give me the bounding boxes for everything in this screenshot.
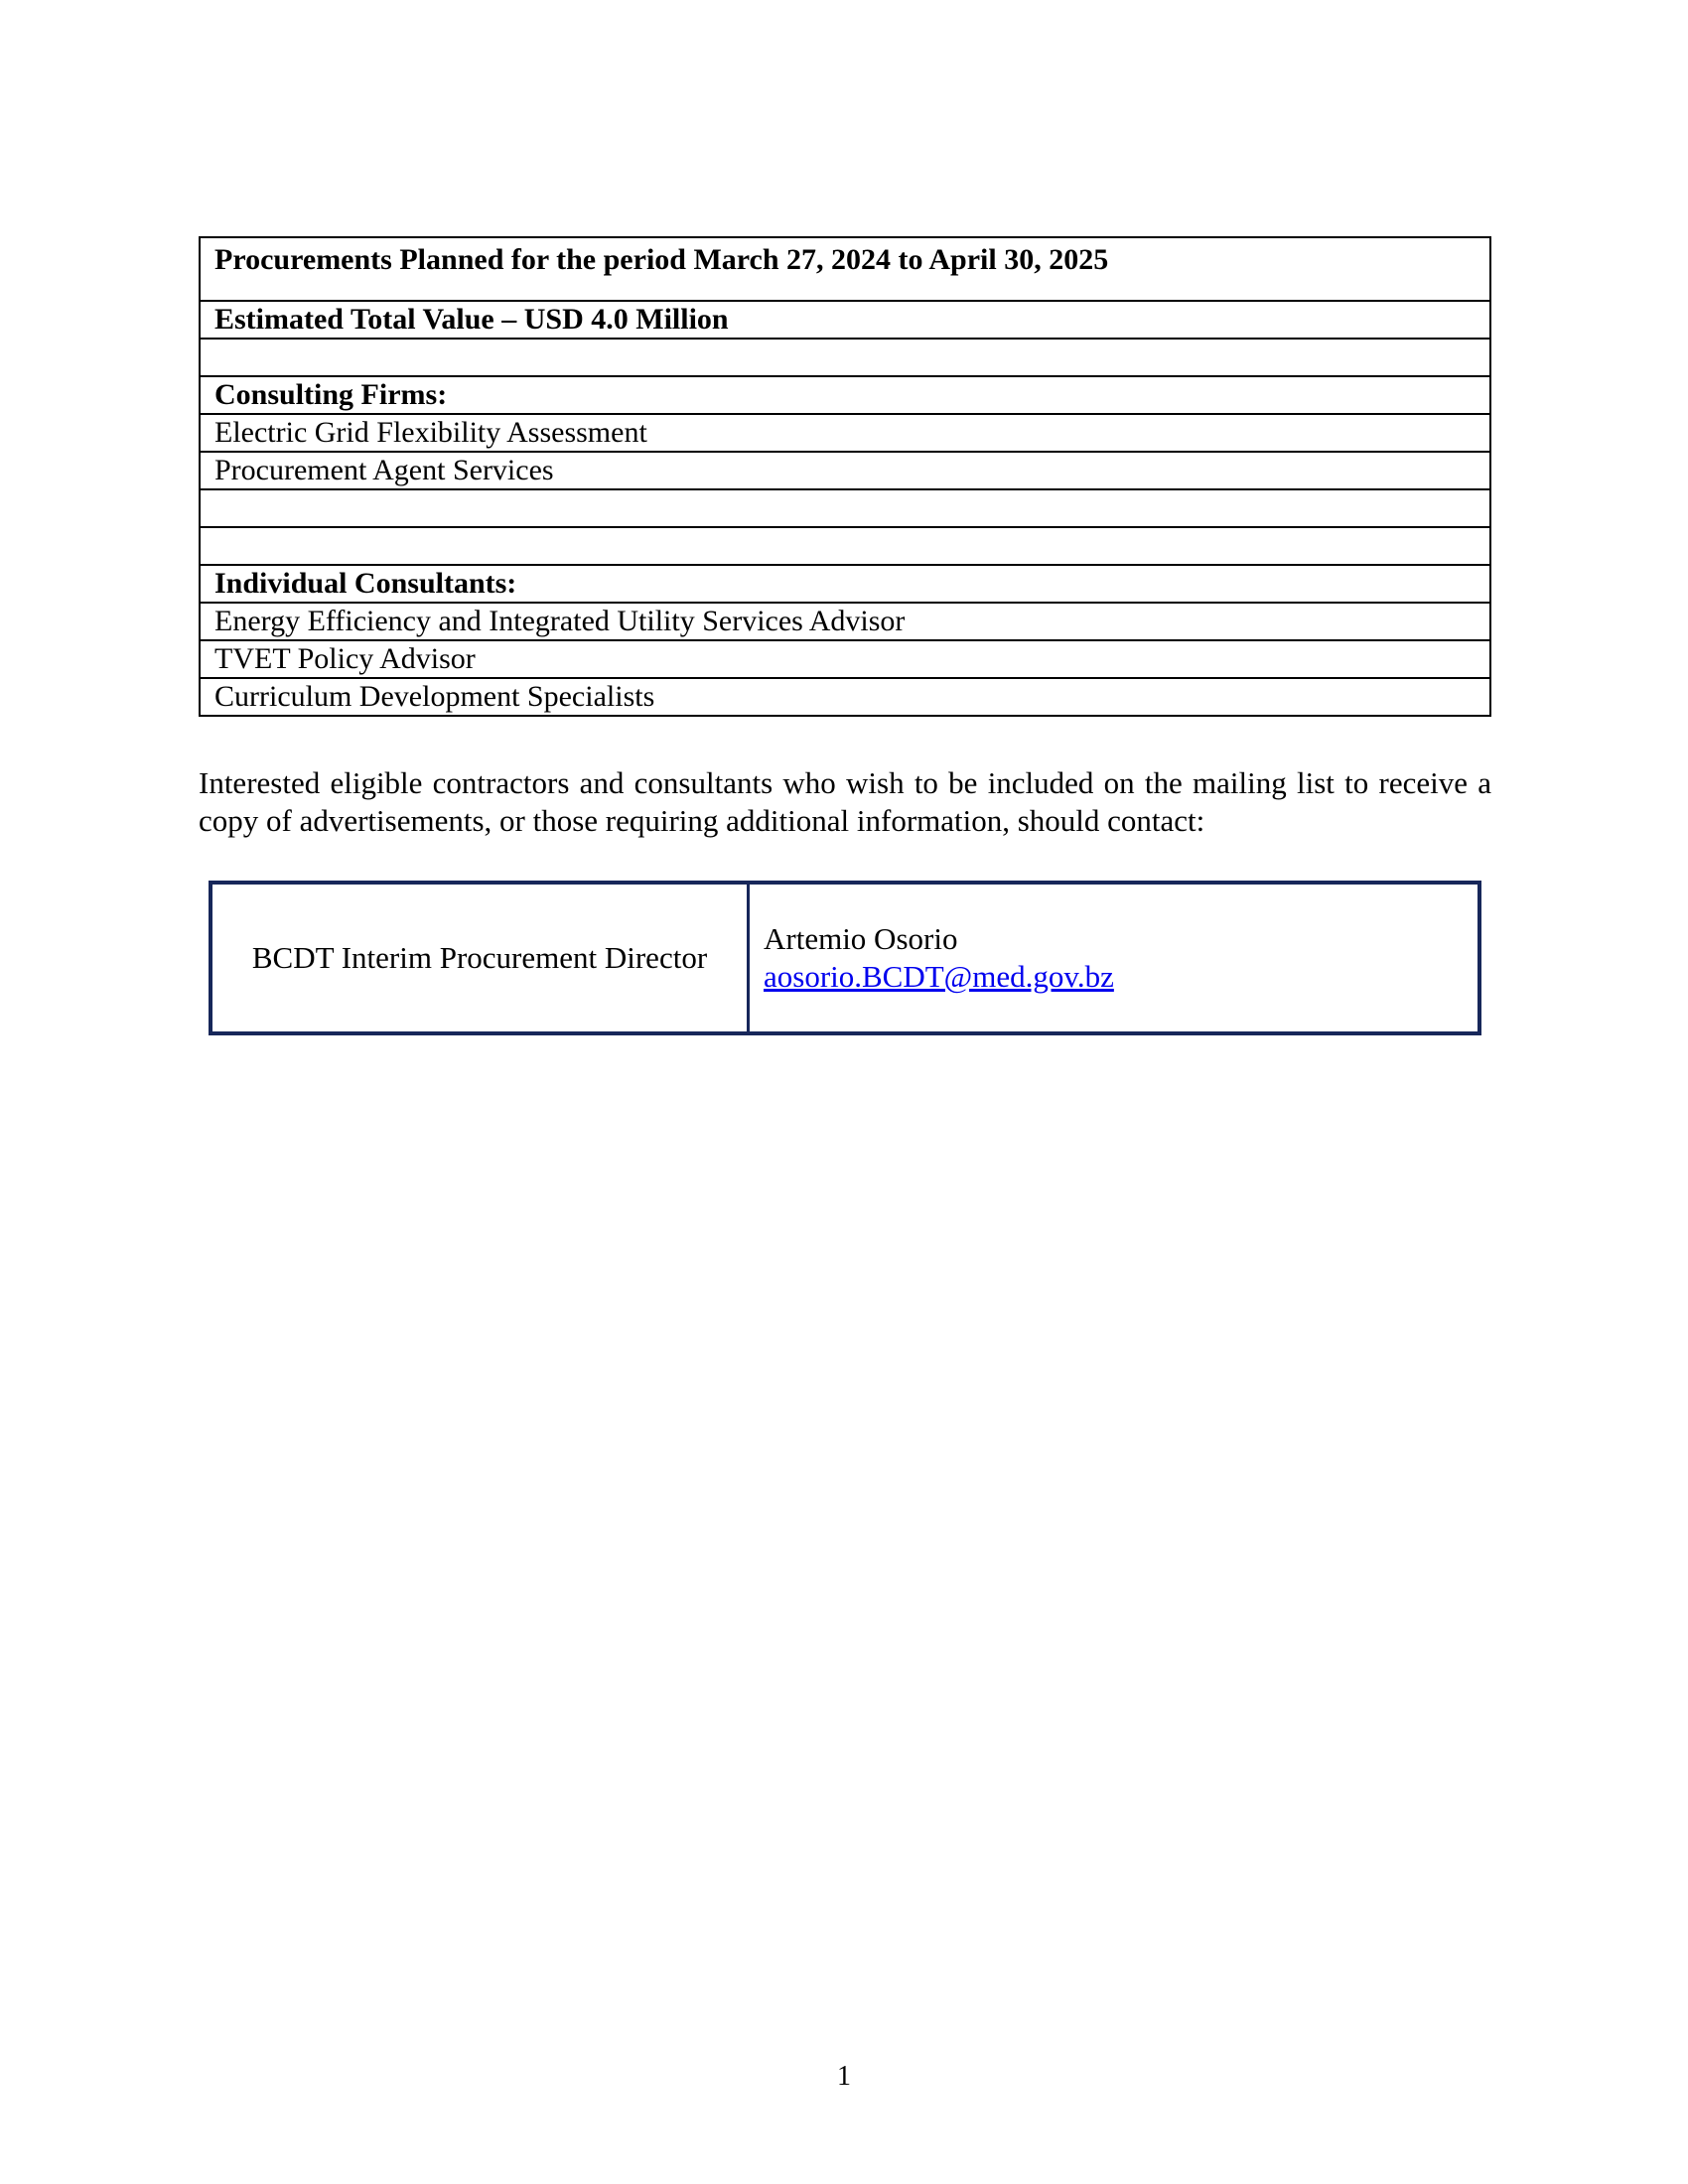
table-row <box>200 678 1490 716</box>
table-row <box>200 376 1490 414</box>
table-row <box>200 237 1490 301</box>
empty-cell <box>200 527 1490 565</box>
table-row <box>211 883 1479 1033</box>
contact-person-cell <box>749 883 1480 1033</box>
contact-table <box>209 881 1481 1035</box>
contact-role: BCDT Interim Procurement Director <box>211 883 749 1033</box>
procurement-plan-table <box>199 236 1491 717</box>
table-row-empty <box>200 527 1490 565</box>
table-row <box>200 452 1490 489</box>
consulting-firm-item: Procurement Agent Services <box>200 452 1490 489</box>
empty-cell <box>200 489 1490 527</box>
procurement-period-title: Procurements Planned for the period March 27, 2024 to April 30, 2025 <box>200 237 1490 301</box>
table-row <box>200 301 1490 339</box>
contact-intro-paragraph: Interested eligible contractors and consultants who wish to be included on the mailing list to receive a copy of advertisements, or those requiring additional information, should contact: <box>199 765 1491 838</box>
table-row-empty <box>200 489 1490 527</box>
empty-cell <box>200 339 1490 376</box>
page-number: 1 <box>837 2061 851 2092</box>
individual-consultants-heading: Individual Consultants: <box>200 565 1490 603</box>
table-row <box>200 565 1490 603</box>
contact-name: Artemio Osorio <box>764 921 958 956</box>
table-row <box>200 640 1490 678</box>
table-row <box>200 414 1490 452</box>
contact-email-link[interactable]: aosorio.BCDT@med.gov.bz <box>764 959 1114 994</box>
estimated-total-value: Estimated Total Value – USD 4.0 Million <box>200 301 1490 339</box>
table-row <box>200 603 1490 640</box>
table-row-empty <box>200 339 1490 376</box>
consulting-firms-heading: Consulting Firms: <box>200 376 1490 414</box>
individual-consultant-item: Curriculum Development Specialists <box>200 678 1490 716</box>
consulting-firm-item: Electric Grid Flexibility Assessment <box>200 414 1490 452</box>
individual-consultant-item: Energy Efficiency and Integrated Utility Services Advisor <box>200 603 1490 640</box>
individual-consultant-item: TVET Policy Advisor <box>200 640 1490 678</box>
